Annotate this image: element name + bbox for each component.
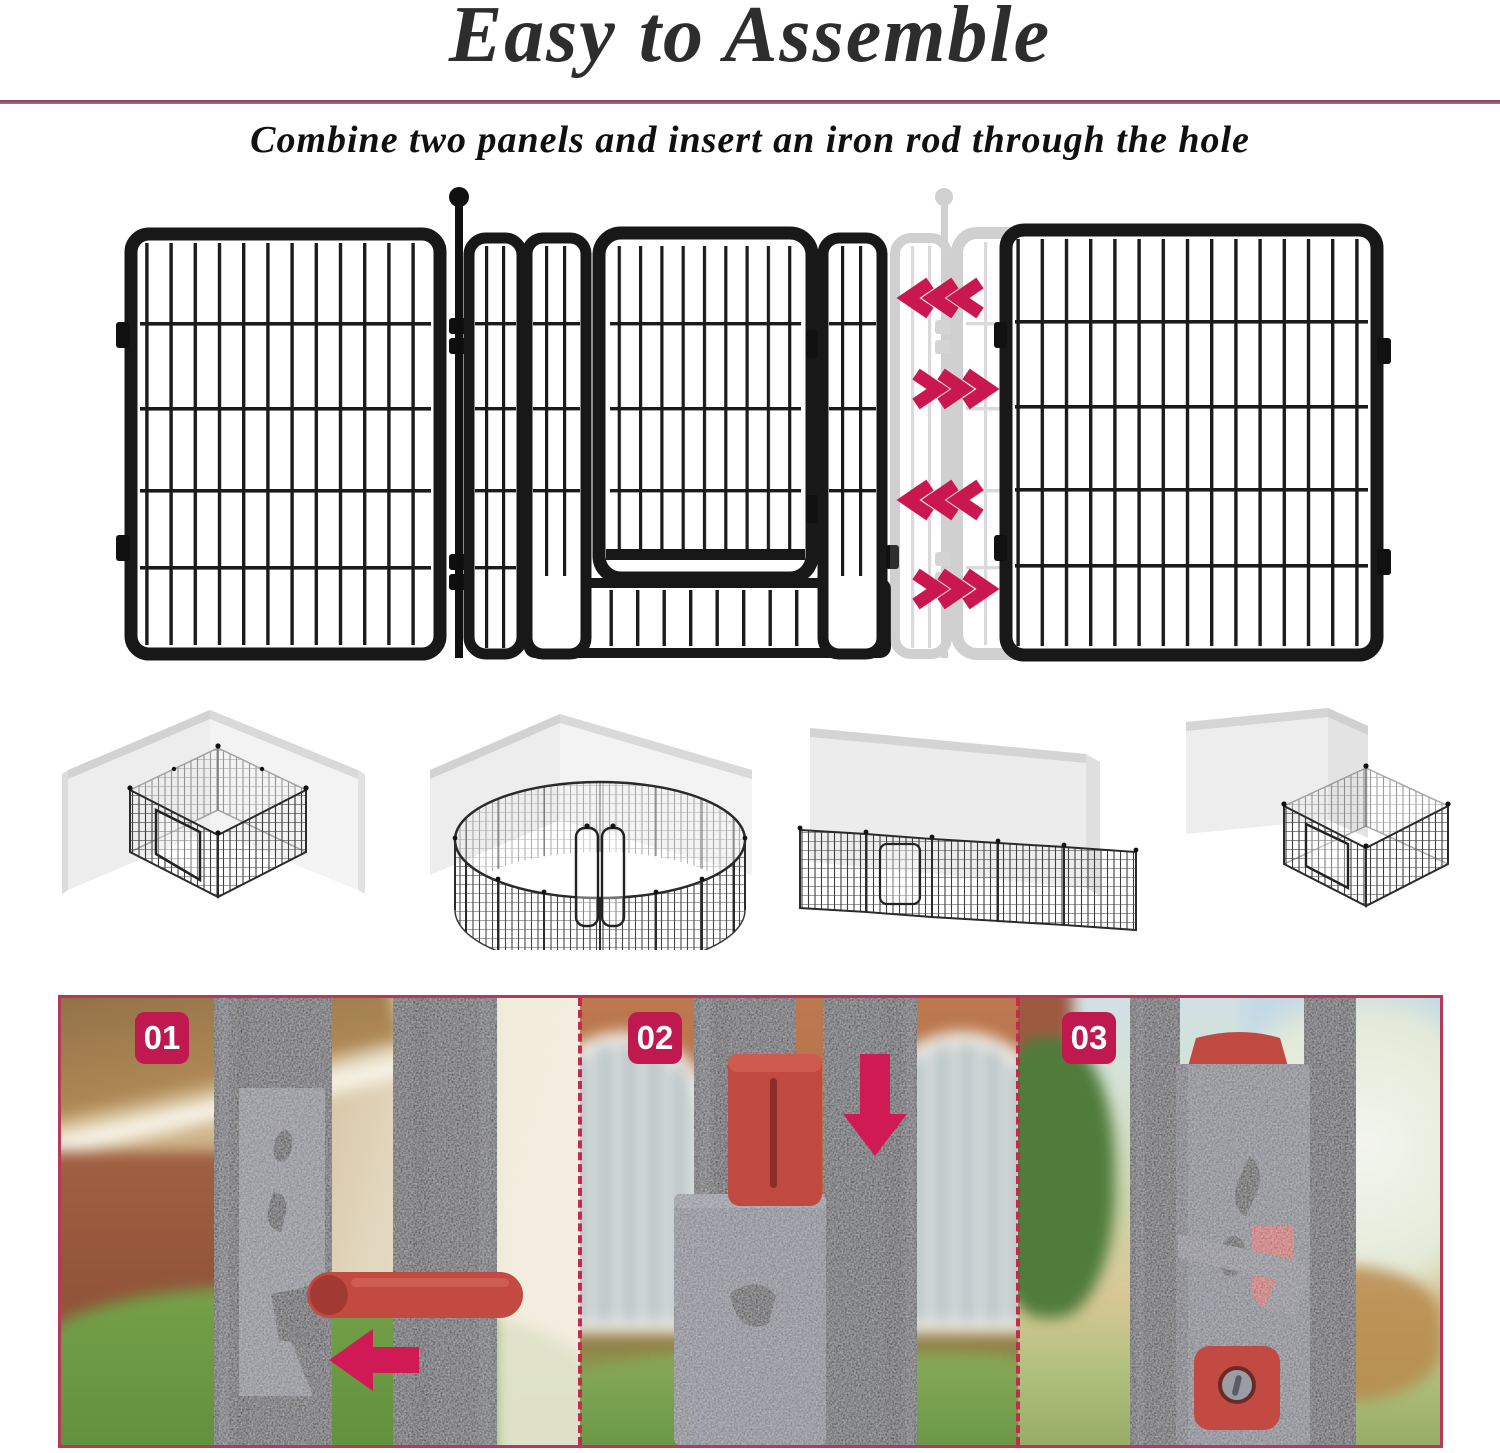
step-photo-3 (1018, 998, 1440, 1445)
step-badge (135, 1012, 189, 1064)
layout-example-square-pen-corner (60, 692, 370, 942)
step1-latch-art (61, 998, 580, 1445)
step-badge (628, 1012, 682, 1064)
chevrons-left-icon (908, 485, 980, 515)
chevrons-right-icon (916, 374, 988, 404)
page-title: Easy to Assemble (448, 0, 1052, 79)
assembly-steps-strip (58, 995, 1443, 1448)
step-divider-dashed-line (1016, 998, 1020, 1445)
step3-latch-art (1018, 998, 1440, 1445)
step-number: 03 (1070, 1019, 1108, 1056)
layout-example-pen-at-wall (1168, 692, 1468, 942)
chevrons-right-icon (916, 574, 988, 604)
layout-example-wall-barrier (788, 702, 1148, 937)
narrow-side-panel-a (469, 238, 522, 654)
step-photo-1 (61, 998, 580, 1445)
left-mesh-panel (116, 234, 440, 654)
layout-example-round-pen-corner (420, 700, 770, 950)
step-divider-dashed-line (578, 998, 582, 1445)
red-lock-plate (1194, 1346, 1280, 1430)
step-number: 02 (636, 1019, 674, 1056)
step-badge (1062, 1012, 1116, 1064)
narrow-side-panel-b (527, 238, 586, 654)
chevrons-left-icon (908, 283, 980, 313)
right-mesh-panel (994, 230, 1391, 655)
red-iron-rod (728, 1054, 822, 1206)
step-number: 01 (143, 1019, 181, 1056)
title-divider-line (0, 100, 1500, 104)
page-subtitle: Combine two panels and insert an iron rod through the hole (250, 119, 1250, 161)
fence-assembly-diagram (0, 180, 1500, 665)
step2-latch-art (580, 998, 1018, 1445)
gate-door-panel (599, 233, 820, 578)
step-photo-2 (580, 998, 1018, 1445)
red-iron-rod (307, 1272, 523, 1318)
